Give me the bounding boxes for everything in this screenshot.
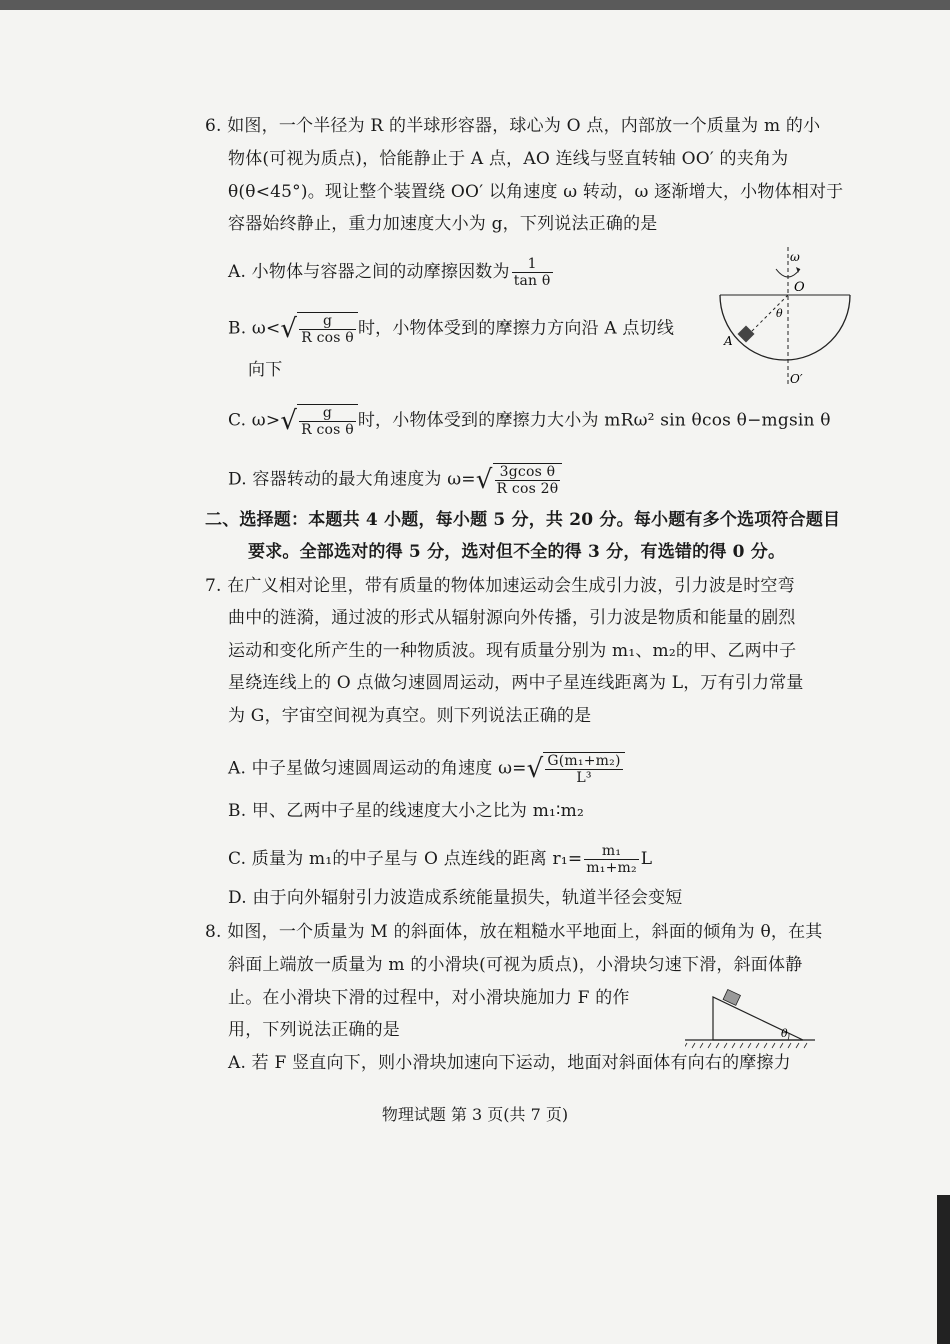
incline-figure (685, 985, 820, 1050)
q7-stem-line-2: 曲中的涟漪，通过波的形式从辐射源向外传播，引力波是物质和能量的剧烈 (228, 608, 796, 628)
q6-option-a-text: A. 小物体与容器之间的动摩擦因数为 (228, 262, 510, 282)
q6-option-b (228, 312, 674, 346)
q6-option-b-line-2: 向下 (248, 360, 283, 380)
q7-option-d: D. 由于向外辐射引力波造成系统能量损失，轨道半径会变短 (228, 888, 683, 908)
fraction-numerator: G(m₁+m₂) (547, 753, 621, 769)
q6-option-d-text: D. 容器转动的最大角速度为 ω= (228, 469, 476, 490)
q7-option-b: B. 甲、乙两中子星的线速度大小之比为 m₁∶m₂ (228, 801, 584, 821)
fraction-numerator: 3gcos θ (495, 464, 561, 481)
fraction-numerator: g (299, 405, 356, 422)
q6-stem-line-4: 容器始终静止，重力加速度大小为 g，下列说法正确的是 (228, 214, 658, 234)
q8-stem-line-4: 用，下列说法正确的是 (228, 1020, 400, 1040)
section-2-line-2: 要求。全部选对的得 5 分，选对但不全的得 3 分，有选错的得 0 分。 (248, 542, 786, 562)
bowl-outline (720, 295, 850, 360)
fraction-denominator: R cos θ (301, 330, 354, 346)
fraction-denominator: tan θ (513, 273, 551, 289)
q6-option-a (228, 256, 555, 289)
q7-option-c-fraction (584, 843, 639, 876)
sqrt-radical: √ $\frac{\text{G(m₁+m₂)}}{\text{L³}}$ (527, 752, 625, 786)
block-a (738, 326, 755, 343)
fraction-numerator: m₁ (584, 843, 639, 860)
q7-option-c (228, 843, 652, 876)
angle-arc (788, 1033, 789, 1040)
point-o-label: O (794, 280, 805, 295)
point-o-prime-label: O′ (790, 372, 803, 386)
scan-top-edge (0, 0, 950, 10)
q7-option-c-suffix: L (640, 849, 653, 869)
q7-option-c-text: C. 质量为 m₁的中子星与 O 点连线的距离 r₁= (228, 849, 583, 869)
q6-stem-line-2: 物体(可视为质点)，恰能静止于 A 点，AO 连线与竖直转轴 OO′ 的夹角为 (228, 149, 789, 169)
q7-stem-line-5: 为 G，宇宙空间视为真空。则下列说法正确的是 (228, 706, 592, 726)
q8-option-a: A. 若 F 竖直向下，则小滑块加速向下运动，地面对斜面体有向右的摩擦力 (228, 1053, 791, 1073)
hemisphere-figure (710, 245, 860, 390)
scan-right-edge (937, 1195, 950, 1344)
q7-stem-line-1: 7. 在广义相对论里，带有质量的物体加速运动会生成引力波，引力波是时空弯 (205, 576, 795, 596)
ground-hatching (685, 1043, 807, 1048)
point-a-label: A (724, 334, 733, 348)
q8-stem-line-3: 止。在小滑块下滑的过程中，对小滑块施加力 F 的作 (228, 988, 630, 1008)
fraction-denominator: R cos 2θ (496, 481, 559, 497)
fraction-denominator: R cos θ (301, 422, 354, 438)
q7-option-a (228, 752, 625, 786)
sqrt-radical: √ $\frac{g}{\text{R cos θ}}$ (280, 404, 358, 438)
fraction-numerator: 1 (512, 256, 553, 273)
q6-option-c (228, 404, 831, 438)
fraction-numerator: g (299, 313, 356, 330)
theta-label: θ (776, 307, 783, 320)
fraction-denominator: m₁+m₂ (586, 860, 637, 876)
theta-label: θ (781, 1027, 788, 1040)
q8-stem-line-1: 8. 如图，一个质量为 M 的斜面体，放在粗糙水平地面上，斜面的倾角为 θ，在其 (205, 922, 823, 942)
q6-stem-line-1: 6. 如图，一个半径为 R 的半球形容器，球心为 O 点，内部放一个质量为 m 的小 (205, 116, 821, 136)
sqrt-radical: √ $\frac{\text{3gcos θ}}{\text{R cos 2θ}}$ (476, 463, 563, 497)
q6-stem-line-3: θ(θ<45°)。现让整个装置绕 OO′ 以角速度 ω 转动，ω 逐渐增大，小物体相对于 (228, 182, 844, 202)
q7-option-a-text: A. 中子星做匀速圆周运动的角速度 ω= (228, 758, 527, 779)
q6-option-b-text: B. ω< (228, 318, 281, 339)
sqrt-radical: √ $\frac{g}{\text{R cos θ}}$ (280, 312, 358, 346)
q6-option-c-suffix: 时，小物体受到的摩擦力大小为 mRω² sin θcos θ−mgsin θ (357, 410, 831, 431)
q7-stem-line-3: 运动和变化所产生的一种物质波。现有质量分别为 m₁、m₂的甲、乙两中子 (228, 641, 797, 661)
incline-body (713, 997, 803, 1040)
q7-stem-line-4: 星绕连线上的 O 点做匀速圆周运动，两中子星连线距离为 L，万有引力常量 (228, 673, 804, 693)
q8-stem-line-2: 斜面上端放一质量为 m 的小滑块(可视为质点)，小滑块匀速下滑，斜面体静 (228, 955, 803, 975)
omega-label: ω (790, 250, 800, 264)
q6-option-d (228, 463, 562, 497)
rotation-arrowhead (796, 267, 800, 273)
fraction-denominator: L³ (576, 770, 592, 786)
section-2-line-1: 二、选择题：本题共 4 小题，每小题 5 分，共 20 分。每小题有多个选项符合题目 (205, 510, 841, 530)
q6-option-a-fraction (512, 256, 553, 289)
page-footer: 物理试题 第 3 页(共 7 页) (381, 1105, 569, 1124)
q6-option-c-text: C. ω> (228, 410, 281, 431)
q6-option-b-suffix: 时，小物体受到的摩擦力方向沿 A 点切线 (357, 318, 675, 339)
